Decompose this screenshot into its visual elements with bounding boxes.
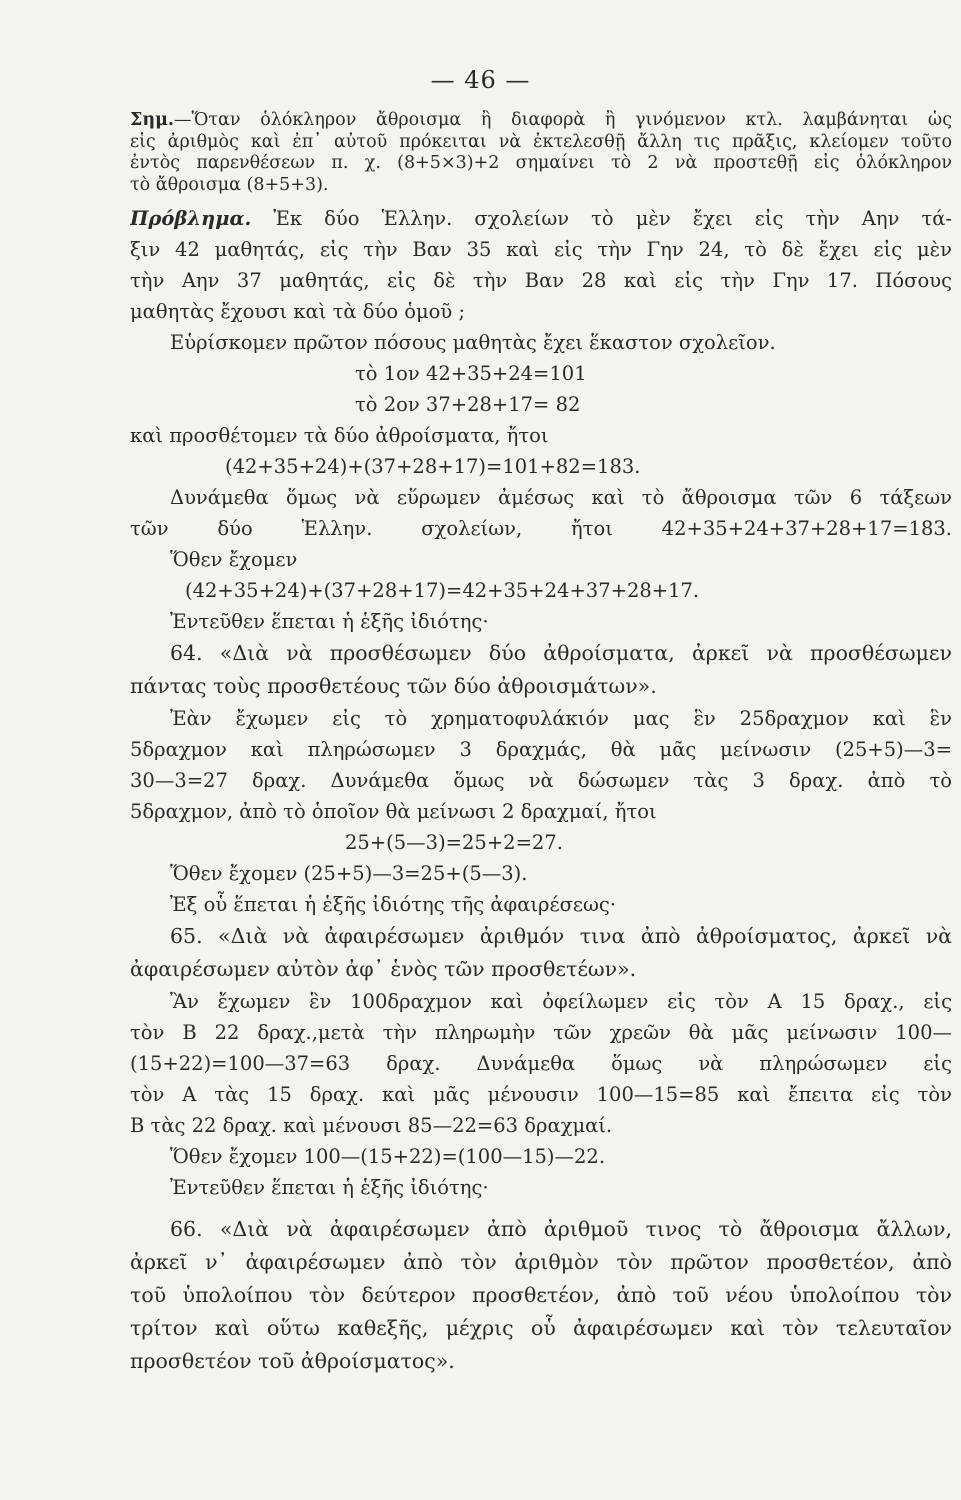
text-line: τὴν Αην 37 μαθητάς, εἰς δὲ τὴν Βαν 28 καὶ εἰς τὴν Γην 17. Πόσους bbox=[130, 269, 952, 292]
rule-line: 65. «Διὰ νὰ ἀφαιρέσωμεν ἀριθμόν τινα ἀπὸ ἀθροίσματος, ἀρκεῖ νὰ bbox=[170, 924, 952, 948]
text-line: Ὅθεν ἔχομεν (25+5)—3=25+(5—3). bbox=[170, 862, 528, 885]
text-line: Σημ.—Ὅταν ὁλόκληρον ἄθροισμα ἢ διαφορὰ ἢ γινόμενον κτλ. λαμβάνηται ὡς bbox=[130, 110, 952, 130]
example-65 bbox=[130, 986, 952, 1203]
equation-line: 25+(5—3)=25+2=27. bbox=[345, 831, 563, 854]
text-line: μαθητὰς ἔχουσι καὶ τὰ δύο ὁμοῦ ; bbox=[130, 300, 466, 323]
text-line: 5δραχμον καὶ πληρώσωμεν 3 δραχμάς, θὰ μᾶς μείνωσιν (25+5)—3= bbox=[130, 738, 952, 761]
example-64 bbox=[130, 703, 952, 920]
equation-line: (42+35+24)+(37+28+17)=101+82=183. bbox=[225, 455, 641, 478]
rule-line: ἀρκεῖ ν᾽ ἀφαιρέσωμεν ἀπὸ τὸν ἀριθμὸν τὸν πρῶτον προσθετέον, ἀπὸ bbox=[130, 1250, 952, 1274]
text-line: 5δραχμον, ἀπὸ τὸ ὁποῖον θὰ μείνωσι 2 δραχμαί, ἤτοι bbox=[130, 800, 657, 823]
text-line: Εὑρίσκομεν πρῶτον πόσους μαθητὰς ἔχει ἕκαστον σχολεῖον. bbox=[170, 331, 776, 354]
text-line: Ἐντεῦθεν ἕπεται ἡ ἑξῆς ἰδιότης· bbox=[170, 610, 489, 633]
rule-line: προσθετέον τοῦ ἀθροίσματος». bbox=[130, 1349, 455, 1373]
rule-64 bbox=[130, 637, 952, 703]
equation-line: τὸ 2ον 37+28+17= 82 bbox=[355, 393, 581, 416]
page-body bbox=[130, 110, 952, 1378]
rule-65 bbox=[130, 920, 952, 986]
text-line: τὸν Β 22 δραχ.,μετὰ τὴν πληρωμὴν τῶν χρεῶν θὰ μᾶς μείνωσιν 100— bbox=[130, 1021, 952, 1044]
text-line: 30—3=27 δραχ. Δυνάμεθα ὅμως νὰ δώσωμεν τὰς 3 δραχ. ἀπὸ τὸ bbox=[130, 769, 952, 792]
text-line: Ἐξ οὗ ἕπεται ἡ ἑξῆς ἰδιότης τῆς ἀφαιρέσεως· bbox=[170, 893, 617, 916]
text-line: ἐντὸς παρενθέσεων π. χ. (8+5×3)+2 σημαίνει τὸ 2 νὰ προστεθῇ εἰς ὁλόκληρον bbox=[130, 153, 952, 173]
rule-66 bbox=[130, 1213, 952, 1378]
text-line: τῶν δύο Ἑλλην. σχολείων, ἤτοι 42+35+24+37+28+17=183. bbox=[130, 517, 952, 540]
text-line: Ὅθεν ἔχομεν 100—(15+22)=(100—15)—22. bbox=[170, 1145, 606, 1168]
text-line: Ὅθεν ἔχομεν bbox=[170, 548, 298, 571]
text-line: Β τὰς 22 δραχ. καὶ μένουσι 85—22=63 δραχμαί. bbox=[130, 1114, 613, 1137]
rule-line: τοῦ ὑπολοίπου τὸν δεύτερον προσθετέον, ἀπὸ τοῦ νέου ὑπολοίπου τὸν bbox=[130, 1283, 952, 1307]
text-line: ξιν 42 μαθητάς, εἰς τὴν Βαν 35 καὶ εἰς τὴν Γην 24, τὸ δὲ ἔχει εἰς μὲν bbox=[130, 238, 952, 261]
rule-line: ἀφαιρέσωμεν αὐτὸν ἀφ᾽ ἑνὸς τῶν προσθετέων». bbox=[130, 957, 637, 981]
rule-line: τρίτον καὶ οὕτω καθεξῆς, μέχρις οὗ ἀφαιρέσωμεν καὶ τὸν τελευταῖον bbox=[130, 1316, 952, 1340]
text-line: (15+22)=100—37=63 δραχ. Δυνάμεθα ὅμως νὰ πληρώσωμεν εἰς bbox=[130, 1052, 952, 1075]
rule-line: 66. «Διὰ νὰ ἀφαιρέσωμεν ἀπὸ ἀριθμοῦ τινος τὸ ἄθροισμα ἄλλων, bbox=[170, 1217, 952, 1241]
equation-line: (42+35+24)+(37+28+17)=42+35+24+37+28+17. bbox=[185, 579, 700, 602]
text-line: τὸ ἄθροισμα (8+5+3). bbox=[130, 174, 329, 195]
text-line: καὶ προσθέτομεν τὰ δύο ἀθροίσματα, ἤτοι bbox=[130, 424, 549, 447]
text-line: εἷς ἀριθμὸς καὶ ἐπ᾽ αὐτοῦ πρόκειται νὰ ἐκτελεσθῇ ἄλλη τις πρᾶξις, κλείομεν τοῦτο bbox=[130, 131, 952, 152]
spacer bbox=[130, 196, 952, 203]
rule-line: 64. «Διὰ νὰ προσθέσωμεν δύο ἀθροίσματα, ἀρκεῖ νὰ προσθέσωμεν bbox=[170, 641, 952, 665]
text-line: τὸν Α τὰς 15 δραχ. καὶ μᾶς μένουσιν 100—15=85 καὶ ἔπειτα εἰς τὸν bbox=[130, 1083, 952, 1106]
problem-section bbox=[130, 203, 952, 637]
note-label: Σημ. bbox=[130, 110, 174, 130]
note-paragraph bbox=[130, 110, 952, 196]
problem-label: Πρόβλημα. bbox=[130, 207, 252, 230]
page-number: — 46 — bbox=[430, 66, 531, 94]
spacer bbox=[130, 1203, 952, 1213]
text-line: Δυνάμεθα ὅμως νὰ εὕρωμεν ἀμέσως καὶ τὸ ἄθροισμα τῶν 6 τάξεων bbox=[170, 486, 952, 509]
text-line: Ἐντεῦθεν ἕπεται ἡ ἑξῆς ἰδιότης· bbox=[170, 1176, 489, 1199]
text-line: Ἐὰν ἔχωμεν εἰς τὸ χρηματοφυλάκιόν μας ἓν 25δραχμον καὶ ἓν bbox=[170, 707, 952, 730]
rule-line: πάντας τοὺς προσθετέους τῶν δύο ἀθροισμάτων». bbox=[130, 674, 657, 698]
text-line: Πρόβλημα. Ἐκ δύο Ἑλλην. σχολείων τὸ μὲν ἔχει εἰς τὴν Αην τά- bbox=[130, 207, 952, 230]
text-line: Ἂν ἔχωμεν ἓν 100δραχμον καὶ ὀφείλωμεν εἰς τὸν Α 15 δραχ., εἰς bbox=[170, 990, 952, 1013]
equation-line: τὸ 1ον 42+35+24=101 bbox=[355, 362, 587, 385]
